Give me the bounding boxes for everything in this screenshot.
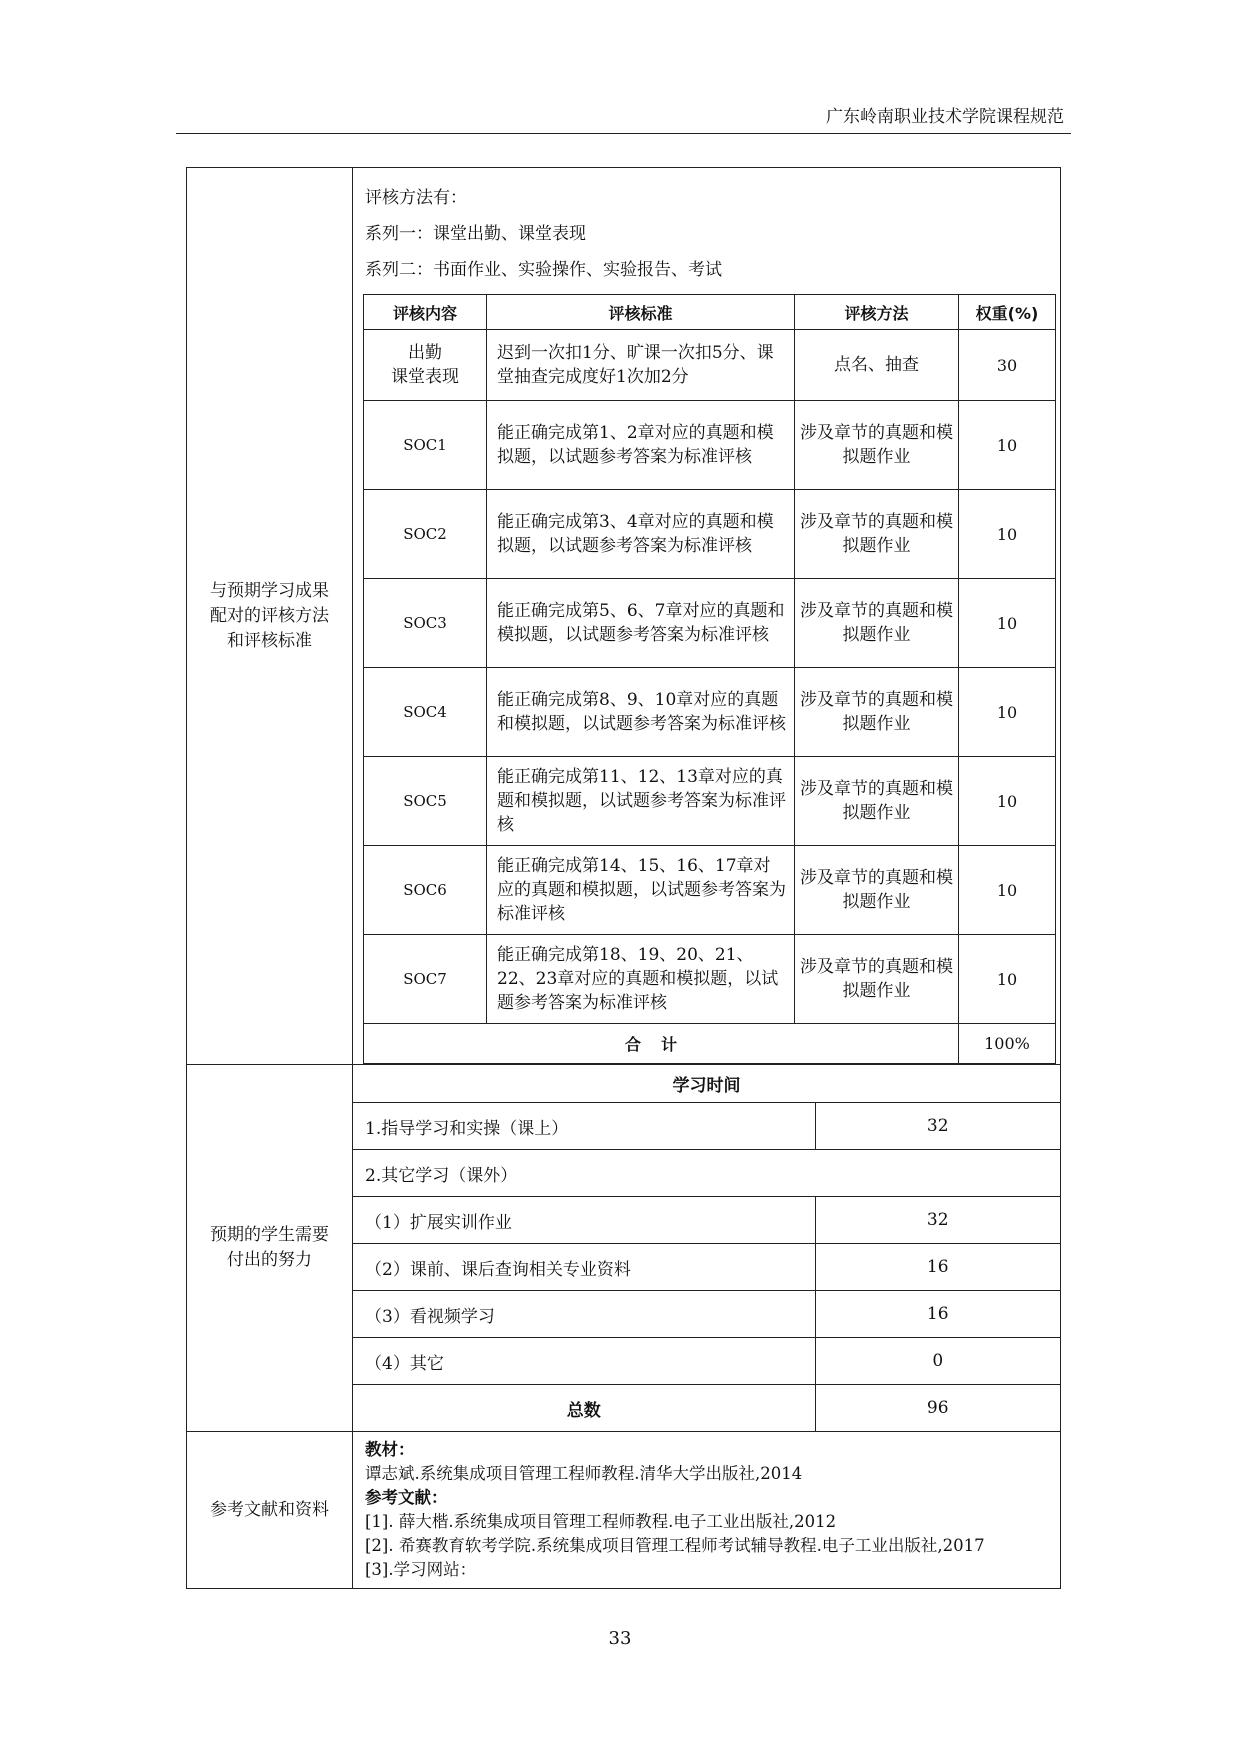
table-row (364, 846, 1056, 935)
row-standard: 能正确完成第11、12、13章对应的真题和模拟题，以试题参考答案为标准评核 (487, 757, 795, 846)
assessment-label-line: 配对的评核方法 (210, 605, 329, 626)
table-row (364, 668, 1056, 757)
row-method: 涉及章节的真题和模拟题作业 (795, 668, 959, 757)
textbook-entry: 谭志斌.系统集成项目管理工程师教程.清华大学出版社,2014 (365, 1464, 803, 1483)
row-standard: 能正确完成第1、2章对应的真题和模拟题，以试题参考答案为标准评核 (487, 401, 795, 490)
row-method: 涉及章节的真题和模拟题作业 (795, 935, 959, 1024)
column-header: 评核内容 (364, 295, 487, 330)
total-row (364, 1024, 1056, 1064)
effort-item-value: 32 (815, 1103, 1060, 1150)
table-row (353, 1244, 1060, 1291)
assessment-label (187, 168, 353, 1065)
row-weight: 10 (959, 401, 1056, 490)
row-standard: 能正确完成第3、4章对应的真题和模拟题，以试题参考答案为标准评核 (487, 490, 795, 579)
page-number: 33 (608, 1628, 632, 1649)
reference-entry: [2]. 希赛教育软考学院.系统集成项目管理工程师考试辅导教程.电子工业出版社,2017 (365, 1536, 985, 1555)
total-value: 100% (959, 1024, 1056, 1064)
intro-line: 系列一：课堂出勤、课堂表现 (365, 224, 586, 244)
references-label: 参考文献和资料 (187, 1432, 353, 1589)
row-method: 涉及章节的真题和模拟题作业 (795, 846, 959, 935)
references-list (353, 1432, 1060, 1588)
row-standard: 能正确完成第8、9、10章对应的真题和模拟题，以试题参考答案为标准评核 (487, 668, 795, 757)
row-standard: 迟到一次扣1分、旷课一次扣5分、课堂抽查完成度好1次加2分 (487, 330, 795, 401)
reference-entry: [3].学习网站： (365, 1560, 477, 1579)
row-standard: 能正确完成第14、15、16、17章对应的真题和模拟题，以试题参考答案为标准评核 (487, 846, 795, 935)
row-content-line: 课堂表现 (391, 367, 459, 387)
row-weight: 30 (959, 330, 1056, 401)
effort-item-label: （1）扩展实训作业 (353, 1197, 815, 1244)
total-row (353, 1385, 1060, 1432)
table-row (364, 401, 1056, 490)
effort-item-value: 16 (815, 1244, 1060, 1291)
effort-section (187, 1065, 1061, 1432)
effort-label-line: 付出的努力 (227, 1250, 312, 1270)
table-row (353, 1197, 1060, 1244)
table-row (364, 757, 1056, 846)
row-content (364, 330, 487, 401)
row-method: 涉及章节的真题和模拟题作业 (795, 579, 959, 668)
row-method: 点名、抽查 (795, 330, 959, 401)
row-weight: 10 (959, 668, 1056, 757)
reference-entry: [1]. 薛大楷.系统集成项目管理工程师教程.电子工业出版社,2012 (365, 1512, 837, 1531)
assessment-content (353, 168, 1061, 1065)
effort-item-value: 0 (815, 1338, 1060, 1385)
effort-item-label: （4）其它 (353, 1338, 815, 1385)
table-row (364, 490, 1056, 579)
column-header: 评核标准 (487, 295, 795, 330)
row-content-line: 出勤 (408, 343, 442, 363)
row-content: SOC6 (364, 846, 487, 935)
table-row (353, 1291, 1060, 1338)
table-row (364, 935, 1056, 1024)
table-row (353, 1338, 1060, 1385)
row-weight: 10 (959, 846, 1056, 935)
textbook-heading: 教材： (365, 1440, 415, 1459)
row-content: SOC1 (364, 401, 487, 490)
effort-heading: 学习时间 (353, 1065, 1060, 1103)
row-content: SOC2 (364, 490, 487, 579)
effort-total-label: 总数 (353, 1385, 815, 1432)
table-row (353, 1150, 1060, 1197)
column-header: 权重(%) (959, 295, 1056, 330)
effort-table (353, 1065, 1060, 1431)
row-standard: 能正确完成第5、6、7章对应的真题和模拟题，以试题参考答案为标准评核 (487, 579, 795, 668)
row-weight: 10 (959, 935, 1056, 1024)
column-header: 评核方法 (795, 295, 959, 330)
intro-line: 系列二：书面作业、实验操作、实验报告、考试 (365, 260, 722, 280)
effort-label-line: 预期的学生需要 (210, 1225, 329, 1245)
row-standard: 能正确完成第18、19、20、21、22、23章对应的真题和模拟题，以试题参考答案为标准评核 (487, 935, 795, 1024)
table-row (353, 1103, 1060, 1150)
row-content: SOC7 (364, 935, 487, 1024)
effort-item-label: （2）课前、课后查询相关专业资料 (353, 1244, 815, 1291)
effort-item-label: 1.指导学习和实操（课上） (353, 1103, 815, 1150)
row-weight: 10 (959, 579, 1056, 668)
table-row (364, 579, 1056, 668)
row-weight: 10 (959, 757, 1056, 846)
row-content: SOC4 (364, 668, 487, 757)
effort-subheading: 2.其它学习（课外） (353, 1150, 1060, 1197)
table-row (364, 330, 1056, 401)
row-method: 涉及章节的真题和模拟题作业 (795, 490, 959, 579)
assessment-section (187, 168, 1061, 1065)
row-method: 涉及章节的真题和模拟题作业 (795, 757, 959, 846)
row-content: SOC3 (364, 579, 487, 668)
effort-item-label: （3）看视频学习 (353, 1291, 815, 1338)
references-section (187, 1432, 1061, 1589)
effort-label (187, 1065, 353, 1432)
assessment-table-header (364, 295, 1056, 330)
references-heading: 参考文献： (365, 1488, 448, 1507)
header-rule (176, 133, 1071, 134)
intro-line: 评核方法有： (365, 188, 467, 208)
references-content (353, 1432, 1061, 1589)
effort-heading-row (353, 1065, 1060, 1103)
course-spec-table (186, 167, 1061, 1589)
row-weight: 10 (959, 490, 1056, 579)
effort-content (353, 1065, 1061, 1432)
assessment-label-line: 与预期学习成果 (210, 580, 329, 601)
effort-total-value: 96 (815, 1385, 1060, 1432)
assessment-label-line: 和评核标准 (227, 630, 312, 651)
effort-item-value: 16 (815, 1291, 1060, 1338)
effort-item-value: 32 (815, 1197, 1060, 1244)
document-header: 广东岭南职业技术学院课程规范 (826, 107, 1064, 127)
assessment-table (363, 294, 1056, 1064)
row-content: SOC5 (364, 757, 487, 846)
total-label: 合计 (364, 1024, 959, 1064)
row-method: 涉及章节的真题和模拟题作业 (795, 401, 959, 490)
assessment-intro (353, 168, 1060, 294)
